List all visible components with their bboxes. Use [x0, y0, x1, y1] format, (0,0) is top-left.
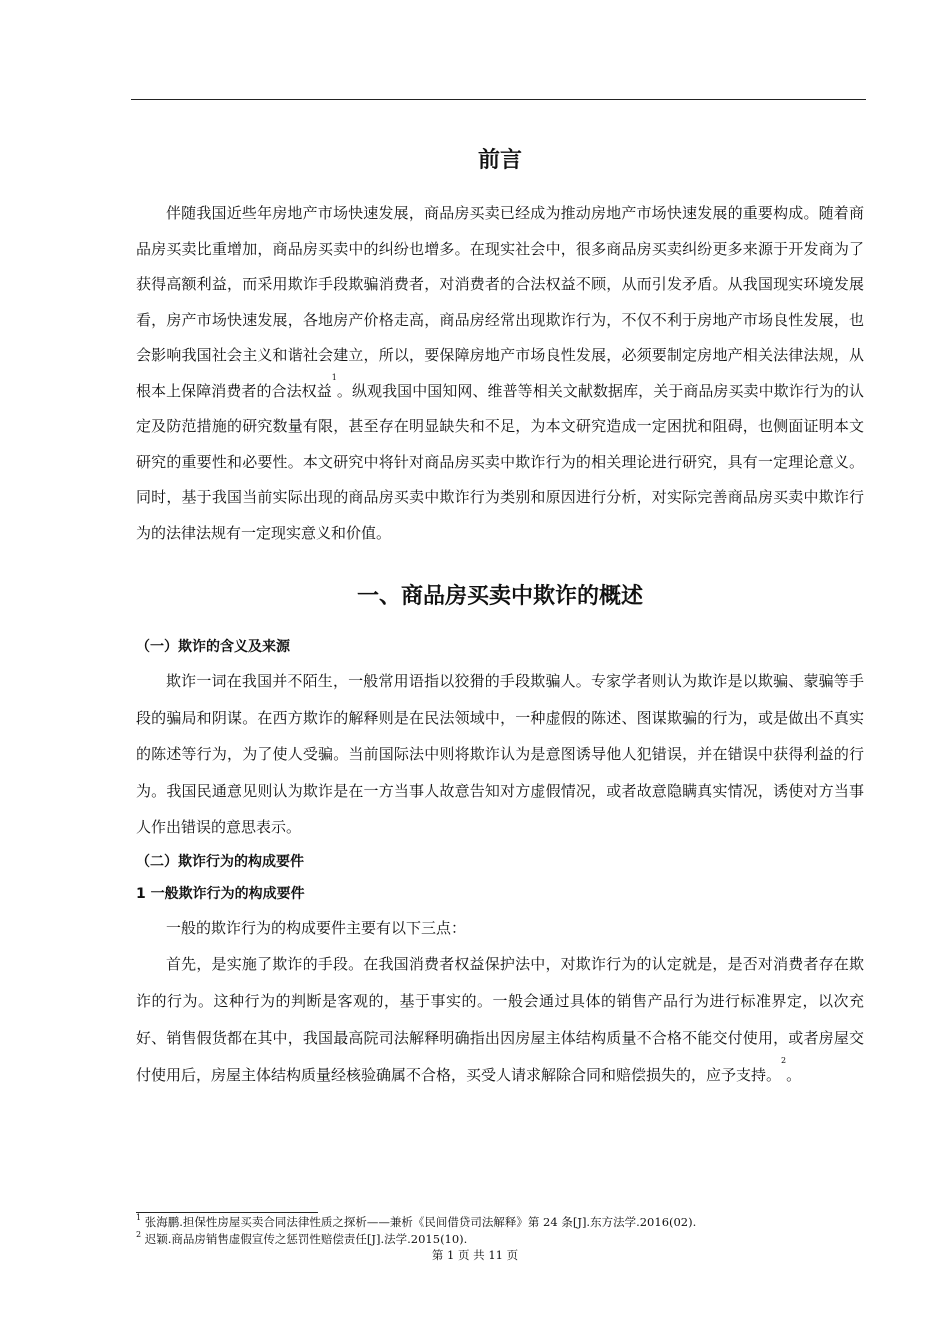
footnotes: [136, 1214, 864, 1248]
subsection-heading: 1 一般欺诈行为的构成要件: [136, 885, 305, 902]
section2-paragraph-1: 一般的欺诈行为的构成要件主要有以下三点：: [166, 918, 467, 937]
page-title: 前言: [477, 148, 522, 173]
intro-paragraph: [136, 196, 864, 551]
footnote-2: [136, 1231, 864, 1248]
section-heading-2: （二）欺诈行为的构成要件: [136, 853, 304, 870]
intro-text-2: 。纵观我国中国知网、维普等相关文献数据库，关于商品房买卖中欺诈行为的认定及防范措施的研究数量有限，甚至存在明显缺失和不足，为本文研究造成一定困扰和阻碍，也侧面证明本文研究的重要性和必要性。本文研究中将针对商品房买卖中欺诈行为的相关理论进行研究，具有一定理论意义。同时，基于我国当前实际出现的商品房买卖中欺诈行为类别和原因进行分析，对实际完善商品房买卖中欺诈行为的法律法规有一定现实意义和价值。: [136, 381, 864, 542]
header-rule: [131, 99, 866, 100]
footnote-rule: [136, 1212, 318, 1213]
section2-paragraph-2: [136, 946, 864, 1093]
section1-paragraph: 欺诈一词在我国并不陌生，一般常用语指以狡猾的手段欺骗人。专家学者则认为欺诈是以欺骗、蒙骗等手段的骗局和阴谋。在西方欺诈的解释则是在民法领域中，一种虚假的陈述、图谋欺骗的行为，或是做出不真实的陈述等行为，为了使人受骗。当前国际法中则将欺诈认为是意图诱导他人犯错误，并在错误中获得利益的行为。我国民通意见则认为欺诈是在一方当事人故意告知对方虚假情况，或者故意隐瞒真实情况，诱使对方当事人作出错误的意思表示。: [136, 672, 864, 836]
footnote-mark-2: 2: [136, 1230, 142, 1239]
page-footer: 第 1 页 共 11 页: [431, 1248, 519, 1262]
chapter-title: 一、商品房买卖中欺诈的概述: [356, 584, 643, 609]
footnote-text-2: 迟颖.商品房销售虚假宣传之惩罚性赔偿责任[J].法学.2015(10).: [144, 1232, 468, 1246]
section2-text: 首先，是实施了欺诈的手段。在我国消费者权益保护法中，对欺诈行为的认定就是，是否对消费者存在欺诈的行为。这种行为的判断是客观的，基于事实的。一般会通过具体的销售产品行为进行标准界定，以次充好、销售假货都在其中，我国最高院司法解释明确指出因房屋主体结构质量不合格不能交付使用，或者房屋交付使用后，房屋主体结构质量经核验确属不合格，买受人请求解除合同和赔偿损失的，应予支持。: [136, 955, 864, 1084]
section-heading-1: （一）欺诈的含义及来源: [136, 639, 290, 655]
page-content: [136, 140, 864, 1093]
footnote-mark-1: 1: [136, 1213, 142, 1222]
section2-text-end: 。: [786, 1065, 802, 1084]
footnote-text-1: 张海鹏.担保性房屋买卖合同法律性质之探析——兼析《民间借贷司法解释》第 24 条[J].东方法学.2016(02).: [144, 1215, 697, 1229]
footnote-ref-1[interactable]: 1: [331, 372, 337, 382]
footnote-1: [136, 1214, 864, 1231]
intro-text-1: 伴随我国近些年房地产市场快速发展，商品房买卖已经成为推动房地产市场快速发展的重要构成。随着商品房买卖比重增加，商品房买卖中的纠纷也增多。在现实社会中，很多商品房买卖纠纷更多来源于开发商为了获得高额利益，而采用欺诈手段欺骗消费者，对消费者的合法权益不顾，从而引发矛盾。从我国现实环境发展看，房产市场快速发展，各地房产价格走高，商品房经常出现欺诈行为，不仅不利于房地产市场良性发展，也会影响我国社会主义和谐社会建立，所以，要保障房地产市场良性发展，必须要制定房地产相关法律法规，从根本上保障消费者的合法权益: [136, 204, 864, 400]
footnote-ref-2[interactable]: 2: [781, 1055, 787, 1065]
